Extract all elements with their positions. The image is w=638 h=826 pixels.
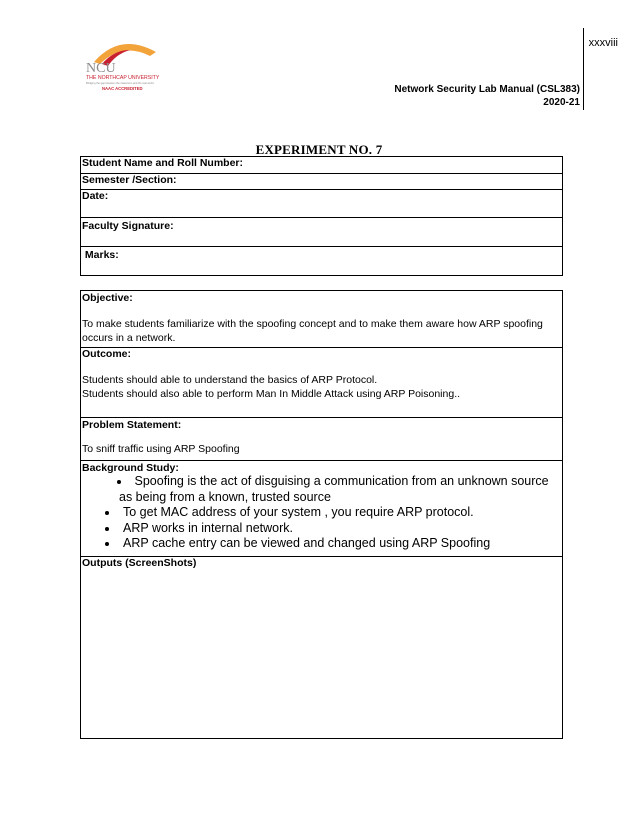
outcome-text-2: Students should also able to perform Man In Middle Attack using ARP Poisoning.. [82, 388, 461, 400]
objective-cell [81, 291, 563, 348]
svg-text:NCU: NCU [86, 61, 116, 76]
outputs-cell [81, 557, 563, 739]
page-number: xxxviii [588, 37, 618, 49]
manual-title: Network Security Lab Manual (CSL383) [394, 84, 580, 95]
problem-cell [81, 418, 563, 461]
university-logo [80, 38, 190, 98]
experiment-details-table [80, 290, 563, 739]
outcome-cell [81, 348, 563, 418]
student-info-table [80, 156, 563, 276]
svg-text:NAAC ACCREDITED: NAAC ACCREDITED [102, 86, 143, 91]
background-item: • To get MAC address of your system , you require ARP protocol. [119, 505, 561, 521]
background-cell [81, 461, 563, 557]
background-item: • Spoofing is the act of disguising a communication from an unknown source as being from a known, trusted source [79, 474, 561, 505]
student-name-field: Student Name and Roll Number: [81, 157, 563, 174]
experiment-title: EXPERIMENT NO. 7 [255, 142, 383, 157]
marks-field: Marks: [81, 247, 563, 276]
manual-header [394, 83, 580, 109]
outcome-label: Outcome: [82, 348, 132, 360]
date-field: Date: [81, 190, 563, 218]
background-list [82, 474, 561, 552]
objective-text: To make students familiarize with the spoofing concept and to make them aware how ARP spoofing occurs in a network. [82, 318, 543, 344]
background-item: • ARP cache entry can be viewed and changed using ARP Spoofing [119, 536, 561, 552]
background-item: • ARP works in internal network. [119, 521, 561, 537]
faculty-signature-field: Faculty Signature: [81, 218, 563, 247]
semester-field: Semester /Section: [81, 174, 563, 190]
problem-label: Problem Statement: [82, 419, 182, 431]
manual-year: 2020-21 [543, 97, 580, 108]
outcome-text-1: Students should able to understand the basics of ARP Protocol. [82, 374, 378, 386]
background-label: Background Study: [82, 462, 179, 474]
problem-text: To sniff traffic using ARP Spoofing [82, 443, 240, 455]
svg-text:Bridging the gap between the c: Bridging the gap between the classroom and the real world [86, 82, 154, 85]
objective-label: Objective: [82, 292, 133, 304]
header-divider [583, 28, 584, 110]
svg-text:THE NORTHCAP UNIVERSITY: THE NORTHCAP UNIVERSITY [86, 75, 160, 81]
outputs-label: Outputs (ScreenShots) [82, 557, 197, 569]
